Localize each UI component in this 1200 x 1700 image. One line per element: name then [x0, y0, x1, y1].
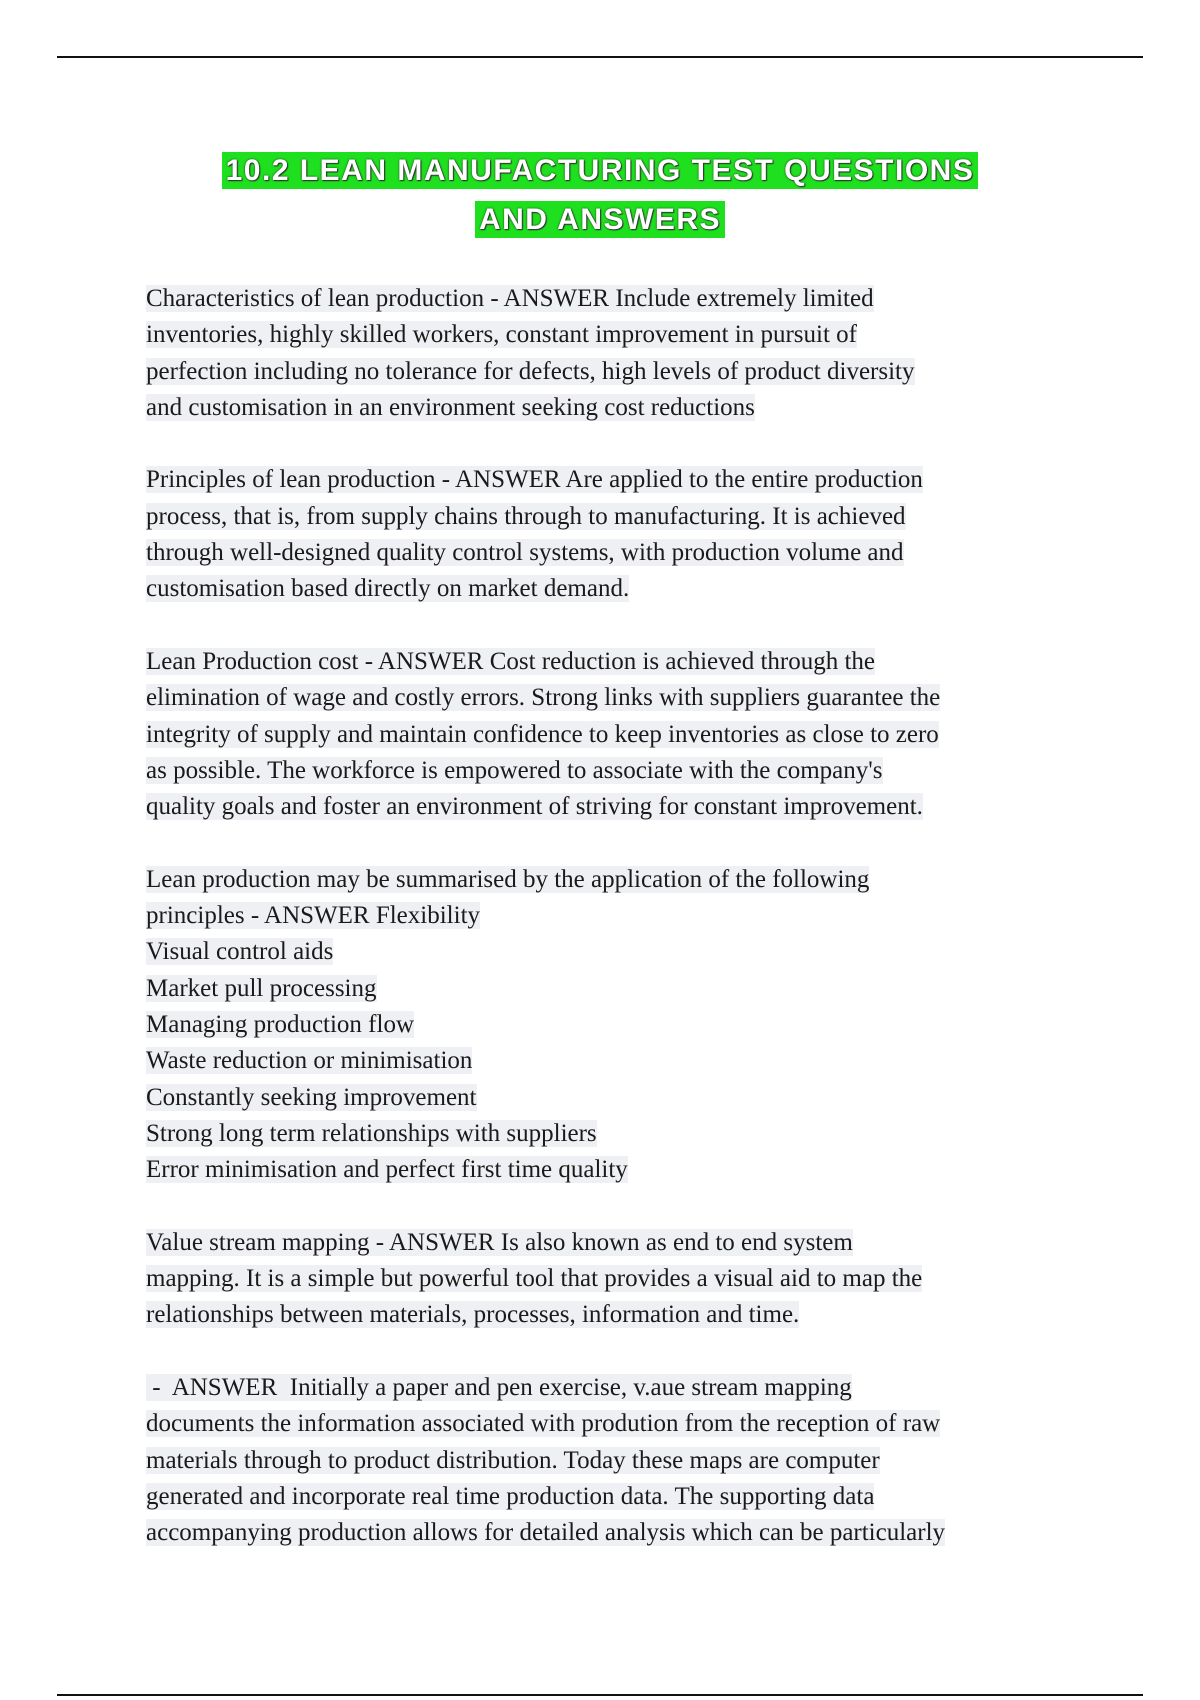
text-line: Characteristics of lean production - ANSWER Include extremely limited — [146, 285, 874, 312]
top-rule — [57, 56, 1143, 58]
text-line: principles - ANSWER Flexibility — [146, 902, 481, 930]
page-title — [0, 146, 1200, 244]
list-line: Visual control aids — [146, 938, 334, 966]
title-line-2: AND ANSWERS — [475, 201, 725, 238]
list-line: Market pull processing — [146, 974, 377, 1002]
text-line: documents the information associated with prodution from the reception of raw — [146, 1410, 941, 1438]
text-line: Principles of lean production - ANSWER Are applied to the entire production — [146, 466, 923, 494]
qa-paragraph — [146, 1225, 1066, 1334]
document-body — [146, 281, 1066, 1588]
text-line: as possible. The workforce is empowered to associate with the company's — [146, 756, 883, 784]
text-line: - ANSWER Initially a paper and pen exercise, v.aue stream mapping — [146, 1373, 852, 1401]
text-line: relationships between materials, processes, information and time. — [146, 1301, 800, 1329]
qa-paragraph — [146, 281, 1066, 426]
text-line: quality goals and foster an environment of striving for constant improvement. — [146, 793, 923, 821]
text-line: process, that is, from supply chains through to manufacturing. It is achieved — [146, 502, 906, 530]
list-line: Constantly seeking improvement — [146, 1083, 477, 1111]
bottom-rule — [57, 1694, 1143, 1696]
text-line: Lean production may be summarised by the application of the following — [146, 865, 870, 893]
qa-paragraph — [146, 1370, 1066, 1551]
text-line: generated and incorporate real time production data. The supporting data — [146, 1482, 875, 1510]
text-line: materials through to product distribution. Today these maps are computer — [146, 1446, 880, 1474]
list-line: Managing production flow — [146, 1010, 415, 1038]
text-line: elimination of wage and costly errors. Strong links with suppliers guarantee the — [146, 684, 941, 712]
title-line-1: 10.2 LEAN MANUFACTURING TEST QUESTIONS — [222, 152, 979, 189]
text-line: customisation based directly on market demand. — [146, 575, 630, 603]
qa-paragraph — [146, 862, 1066, 1189]
text-line: inventories, highly skilled workers, constant improvement in pursuit of — [146, 321, 857, 349]
list-line: Waste reduction or minimisation — [146, 1047, 473, 1075]
text-line: accompanying production allows for detailed analysis which can be particularly — [146, 1519, 946, 1547]
list-line: Error minimisation and perfect first time quality — [146, 1156, 628, 1184]
text-line: mapping. It is a simple but powerful tool that provides a visual aid to map the — [146, 1265, 923, 1293]
text-line: Lean Production cost - ANSWER Cost reduction is achieved through the — [146, 647, 876, 675]
text-line: perfection including no tolerance for defects, high levels of product diversity — [146, 357, 915, 385]
text-line: and customisation in an environment seeking cost reductions — [146, 393, 755, 421]
list-line: Strong long term relationships with suppliers — [146, 1119, 597, 1147]
text-line: integrity of supply and maintain confidence to keep inventories as close to zero — [146, 720, 939, 748]
qa-paragraph — [146, 644, 1066, 825]
text-line: Value stream mapping - ANSWER Is also known as end to end system — [146, 1228, 853, 1256]
text-line: through well-designed quality control systems, with production volume and — [146, 539, 904, 567]
qa-paragraph — [146, 462, 1066, 607]
